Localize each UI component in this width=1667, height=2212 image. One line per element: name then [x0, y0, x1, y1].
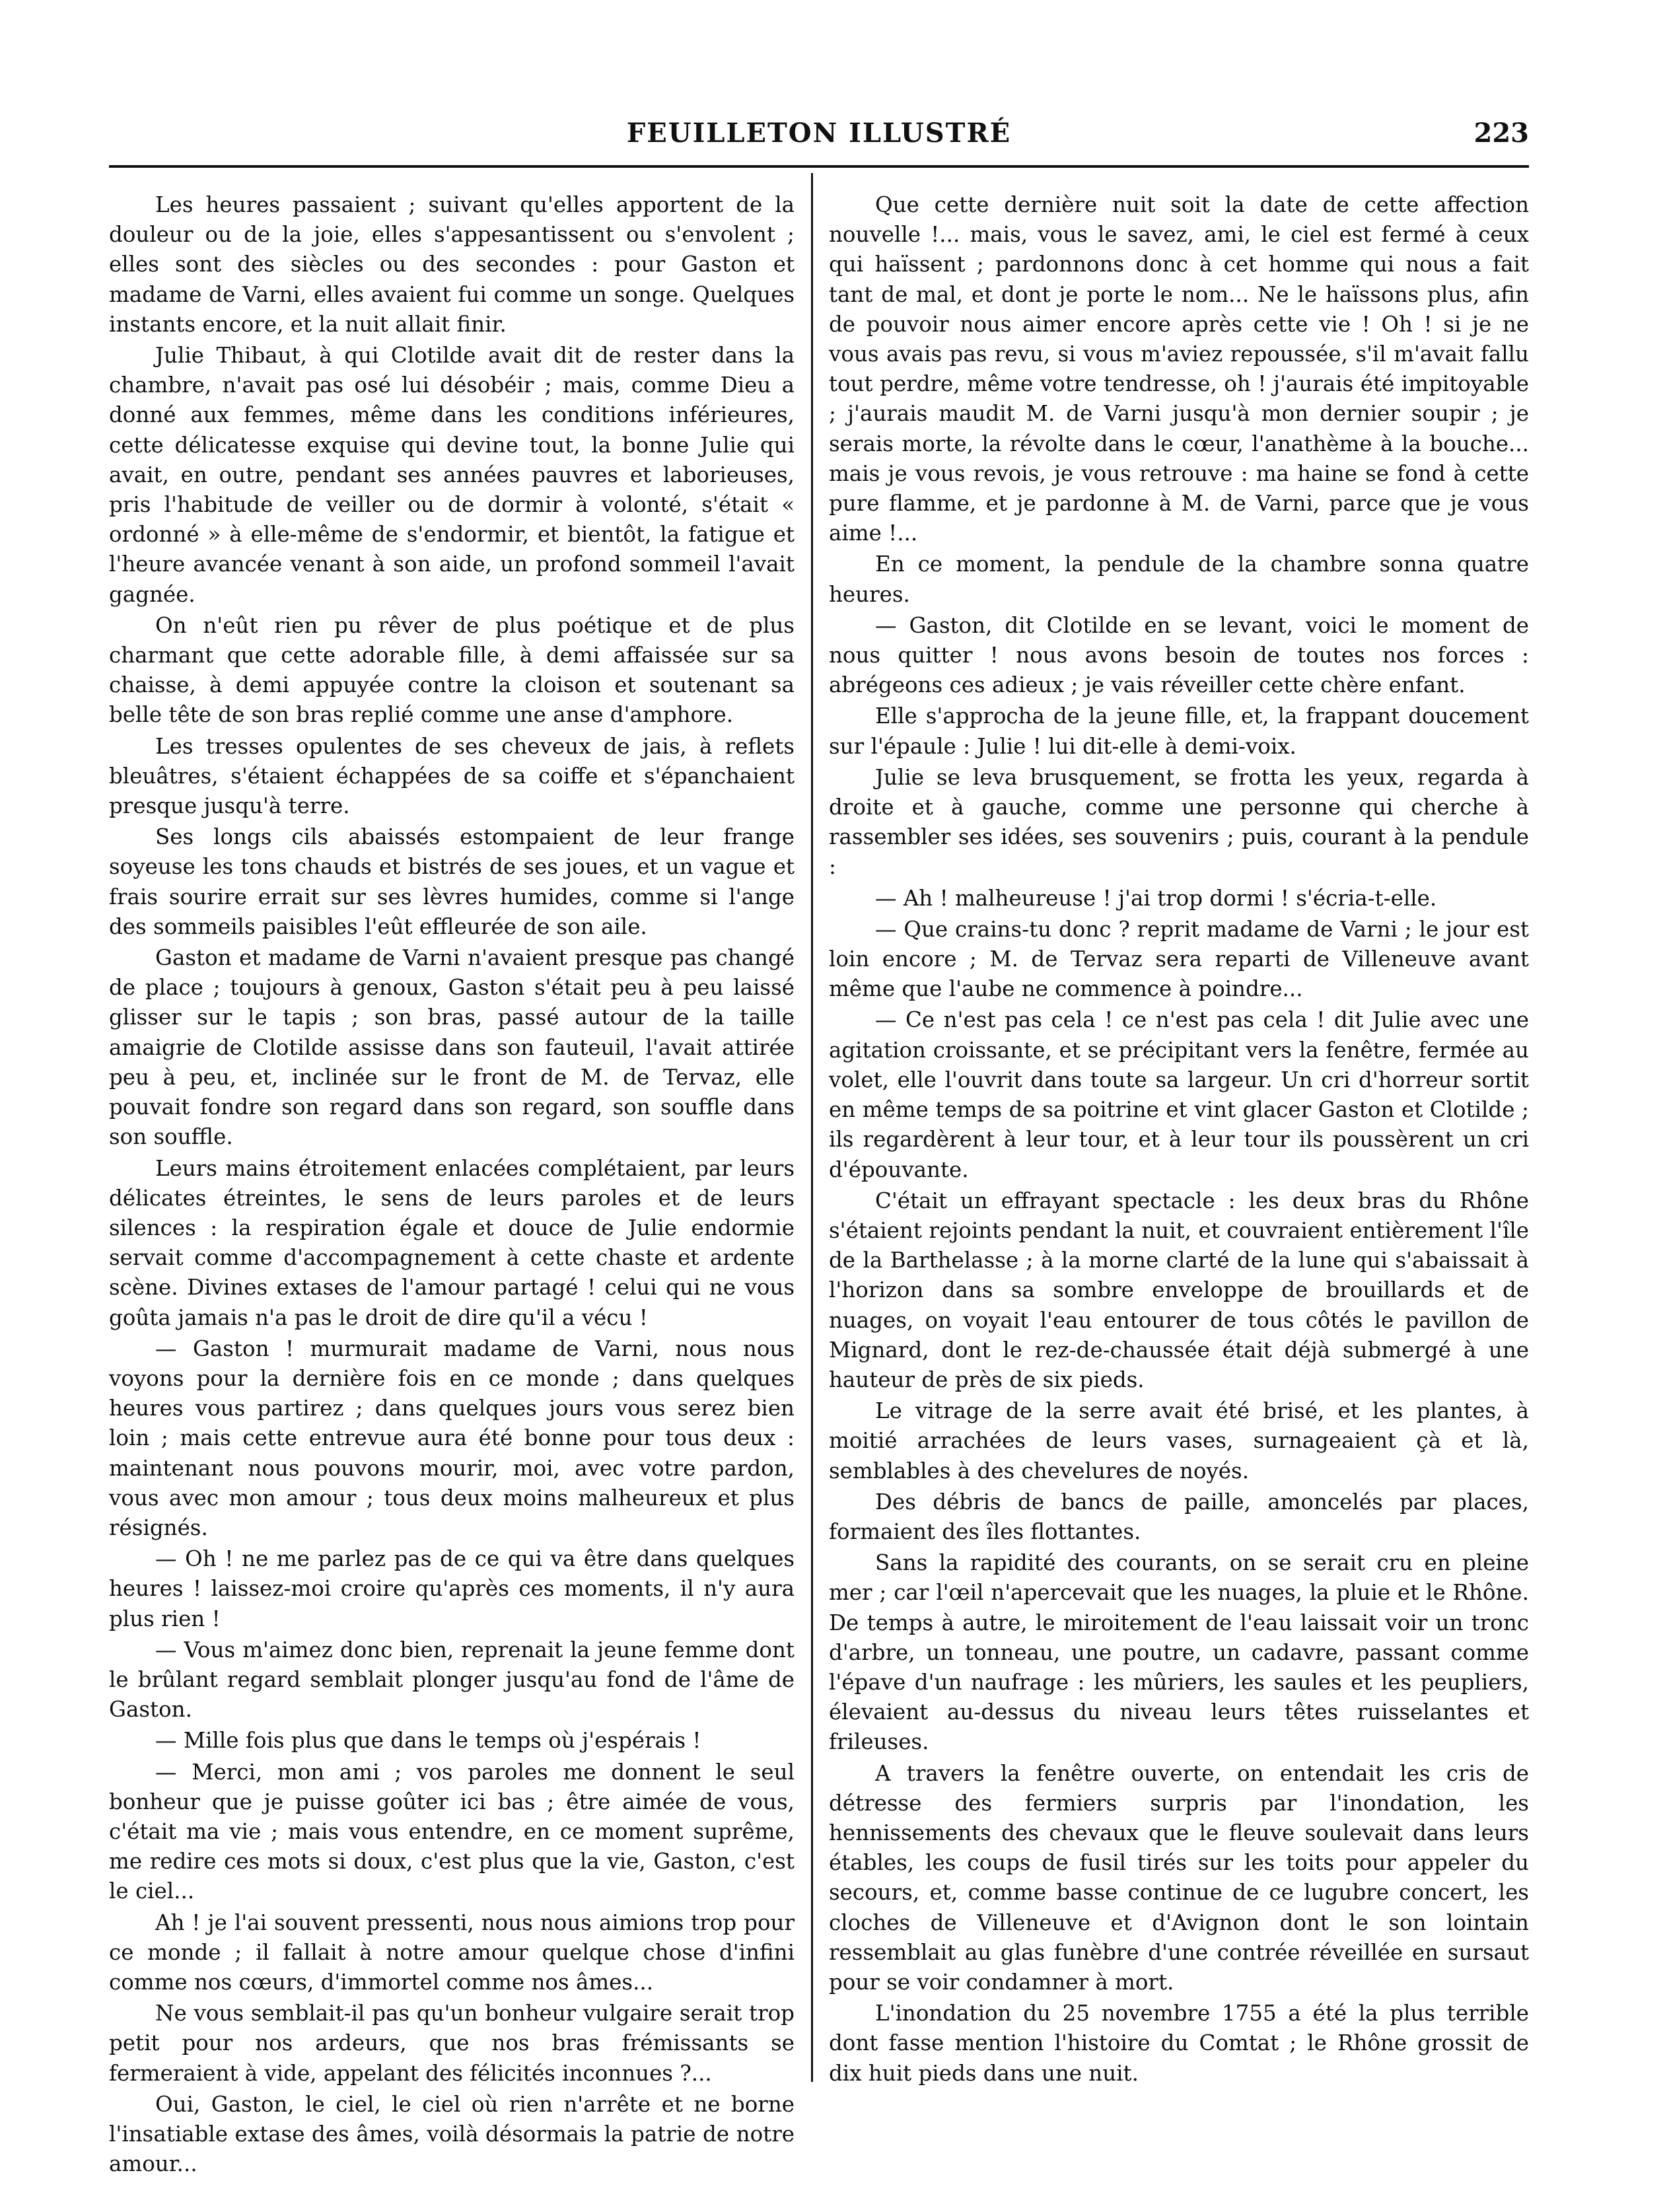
page-number: 223	[1473, 118, 1529, 149]
paragraph: A travers la fenêtre ouverte, on entendait les cris de détresse des fermiers surpris par l'inondation, les hennissements des chevaux que le fleuve soulevait dans leurs étables, les coups de fusil tirés sur les toits pour appeler du secours, et, comme basse continue de ce lugubre concert, les cloches de Villeneuve et d'Avignon dont le son lointain ressemblait au glas funèbre d'une contrée réveillée en sursaut pour se voir condamner à mort.	[829, 1760, 1529, 1995]
paragraph: — Ce n'est pas cela ! ce n'est pas cela ! dit Julie avec une agitation croissante, et se précipitant vers la fenêtre, fermée au volet, elle l'ouvrit dans toute sa largeur. Un cri d'horreur sortit en même temps de sa poitrine et vint glacer Gaston et Clotilde ; ils regardèrent à leur tour, et à leur tour ils poussèrent un cri d'épouvante.	[829, 1007, 1529, 1182]
right-column	[829, 190, 1529, 2090]
paragraph: Ses longs cils abaissés estompaient de leur frange soyeuse les tons chauds et bistrés de ses joues, et un vague et frais sourire errait sur ses lèvres humides, comme si l'ange des sommeils paisibles l'eût effleurée de son aile.	[109, 824, 795, 939]
paragraph: On n'eût rien pu rêver de plus poétique et de plus charmant que cette adorable fille, à demi affaissée sur sa chaisse, à demi appuyée contre la cloison et soutenant sa belle tête de son bras replié comme une anse d'amphore.	[109, 612, 795, 728]
paragraph: — Que crains-tu donc ? reprit madame de Varni ; le jour est loin encore ; M. de Tervaz sera reparti de Villeneuve avant même que l'aube ne commence à poindre...	[829, 916, 1529, 1002]
paragraph: Ah ! je l'ai souvent pressenti, nous nous aimions trop pour ce monde ; il fallait à notre amour quelque chose d'infini comme nos cœurs, d'immortel comme nos âmes...	[109, 1909, 795, 1995]
column-divider	[811, 173, 813, 2082]
paragraph: — Vous m'aimez donc bien, reprenait la jeune femme dont le brûlant regard semblait plonger jusqu'au fond de l'âme de Gaston.	[109, 1637, 795, 1723]
paragraph: — Oh ! ne me parlez pas de ce qui va être dans quelques heures ! laissez-moi croire qu'après ces moments, il n'y aura plus rien !	[109, 1546, 795, 1631]
header-rule	[109, 165, 1529, 168]
paragraph: L'inondation du 25 novembre 1755 a été la plus terrible dont fasse mention l'histoire du Comtat ; le Rhône grossit de dix huit pieds dans une nuit.	[829, 2001, 1529, 2086]
page-header	[109, 112, 1529, 152]
paragraph: — Gaston, dit Clotilde en se levant, voici le moment de nous quitter ! nous avons besoin de toutes nos forces : abrégeons ces adieux ; je vais réveiller cette chère enfant.	[829, 612, 1529, 698]
paragraph: Oui, Gaston, le ciel, le ciel où rien n'arrête et ne borne l'insatiable extase des âmes, voilà désormais la patrie de notre amour...	[109, 2091, 795, 2177]
paragraph: Les tresses opulentes de ses cheveux de jais, à reflets bleuâtres, s'étaient échappées de sa coiffe et s'épanchaient presque jusqu'à terre.	[109, 733, 795, 819]
paragraph: Julie Thibaut, à qui Clotilde avait dit de rester dans la chambre, n'avait pas osé lui désobéir ; mais, comme Dieu a donné aux femmes, même dans les conditions inférieures, cette délicatesse exquise qui devine tout, la bonne Julie qui avait, en outre, pendant ses années pauvres et laborieuses, pris l'habitude de veiller ou de dormir à volonté, s'était « ordonné » à elle-même de s'endormir, et bientôt, la fatigue et l'heure avancée venant à son aide, un profond sommeil l'avait gagnée.	[109, 343, 795, 607]
paragraph: Sans la rapidité des courants, on se serait cru en pleine mer ; car l'œil n'apercevait que les nuages, la pluie et le Rhône. De temps à autre, le miroitement de l'eau laissait voir un tronc d'arbre, un tonneau, une poutre, un cadavre, passant comme l'épave d'un naufrage : les mûriers, les saules et les peupliers, élevaient au-dessus du niveau leurs têtes ruisselantes et frileuses.	[829, 1550, 1529, 1755]
paragraph: Elle s'approcha de la jeune fille, et, la frappant doucement sur l'épaule : Julie ! lui dit-elle à demi-voix.	[829, 703, 1529, 759]
paragraph: — Mille fois plus que dans le temps où j'espérais !	[155, 1728, 701, 1754]
running-title: FEUILLETON ILLUSTRÉ	[626, 118, 1012, 149]
left-column	[109, 190, 795, 2180]
paragraph: Que cette dernière nuit soit la date de cette affection nouvelle !... mais, vous le savez, ami, le ciel est fermé à ceux qui haïssent ; pardonnons donc à cet homme qui nous a fait tant de mal, et dont je porte le nom... Ne le haïssons plus, afin de pouvoir nous aimer encore après cette vie ! Oh ! si je ne vous avais pas revu, si vous m'aviez repoussée, s'il m'avait fallu tout perdre, même votre tendresse, oh ! j'aurais été impitoyable ; j'aurais maudit M. de Varni jusqu'à mon dernier soupir ; je serais morte, la révolte dans le cœur, l'anathème à la bouche... mais je vous revois, je vous retrouve : ma haine se fond à cette pure flamme, et je pardonne à M. de Varni, parce que je vous aime !...	[829, 192, 1529, 546]
paragraph: Les heures passaient ; suivant qu'elles apportent de la douleur ou de la joie, elles s'appesantissent ou s'envolent ; elles sont des siècles ou des secondes : pour Gaston et madame de Varni, elles avaient fui comme un songe. Quelques instants encore, et la nuit allait finir.	[109, 192, 795, 337]
paragraph: C'était un effrayant spectacle : les deux bras du Rhône s'étaient rejoints pendant la nuit, et couvraient entièrement l'île de la Barthelasse ; à la morne clarté de la lune qui s'abaissait à l'horizon dans sa sombre enveloppe de brouillards et de nuages, on voyait l'eau entourer de tous côtés le pavillon de Mignard, dont le rez-de-chaussée était déjà submergé à une hauteur de près de six pieds.	[829, 1188, 1529, 1392]
paragraph: En ce moment, la pendule de la chambre sonna quatre heures.	[829, 552, 1529, 607]
paragraph: — Ah ! malheureuse ! j'ai trop dormi ! s'écria-t-elle.	[875, 885, 1437, 911]
paragraph: Le vitrage de la serre avait été brisé, et les plantes, à moitié arrachées de leurs vases, surnageaient çà et là, semblables à des chevelures de noyés.	[829, 1398, 1529, 1483]
paragraph: Leurs mains étroitement enlacées complétaient, par leurs délicates étreintes, le sens de leurs paroles et de leurs silences : la respiration égale et douce de Julie endormie servait comme d'accompagnement à cette chaste et ardente scène. Divines extases de l'amour partagé ! celui qui ne vous goûta jamais n'a pas le droit de dire qu'il a vécu !	[109, 1155, 795, 1330]
paragraph: Gaston et madame de Varni n'avaient presque pas changé de place ; toujours à genoux, Gaston s'était peu à peu laissé glisser sur le tapis ; son bras, passé autour de la taille amaigrie de Clotilde assisse dans son fauteuil, l'avait attirée peu à peu, et, inclinée sur le front de M. de Tervaz, elle pouvait fondre son regard dans son regard, son souffle dans son souffle.	[109, 945, 795, 1150]
paragraph: Des débris de bancs de paille, amoncelés par places, formaient des îles flottantes.	[829, 1489, 1529, 1544]
paragraph: — Gaston ! murmurait madame de Varni, nous nous voyons pour la dernière fois en ce monde ; dans quelques heures vous partirez ; dans quelques jours vous serez bien loin ; mais cette entrevue aura été bonne pour tous deux : maintenant nous pouvons mourir, moi, avec votre pardon, vous avec mon amour ; tous deux moins malheureux et plus résignés.	[109, 1336, 795, 1540]
paragraph: Julie se leva brusquement, se frotta les yeux, regarda à droite et à gauche, comme une personne qui cherche à rassembler ses idées, ses souvenirs ; puis, courant à la pendule :	[829, 764, 1529, 880]
paragraph: — Merci, mon ami ; vos paroles me donnent le seul bonheur que je puisse goûter ici bas ; être aimée de vous, c'était ma vie ; mais vous entendre, en ce moment suprême, me redire ces mots si doux, c'est plus que la vie, Gaston, c'est le ciel...	[109, 1759, 795, 1904]
paragraph: Ne vous semblait-il pas qu'un bonheur vulgaire serait trop petit pour nos ardeurs, que nos bras frémissants se fermeraient à vide, appelant des félicités inconnues ?...	[109, 2001, 795, 2086]
